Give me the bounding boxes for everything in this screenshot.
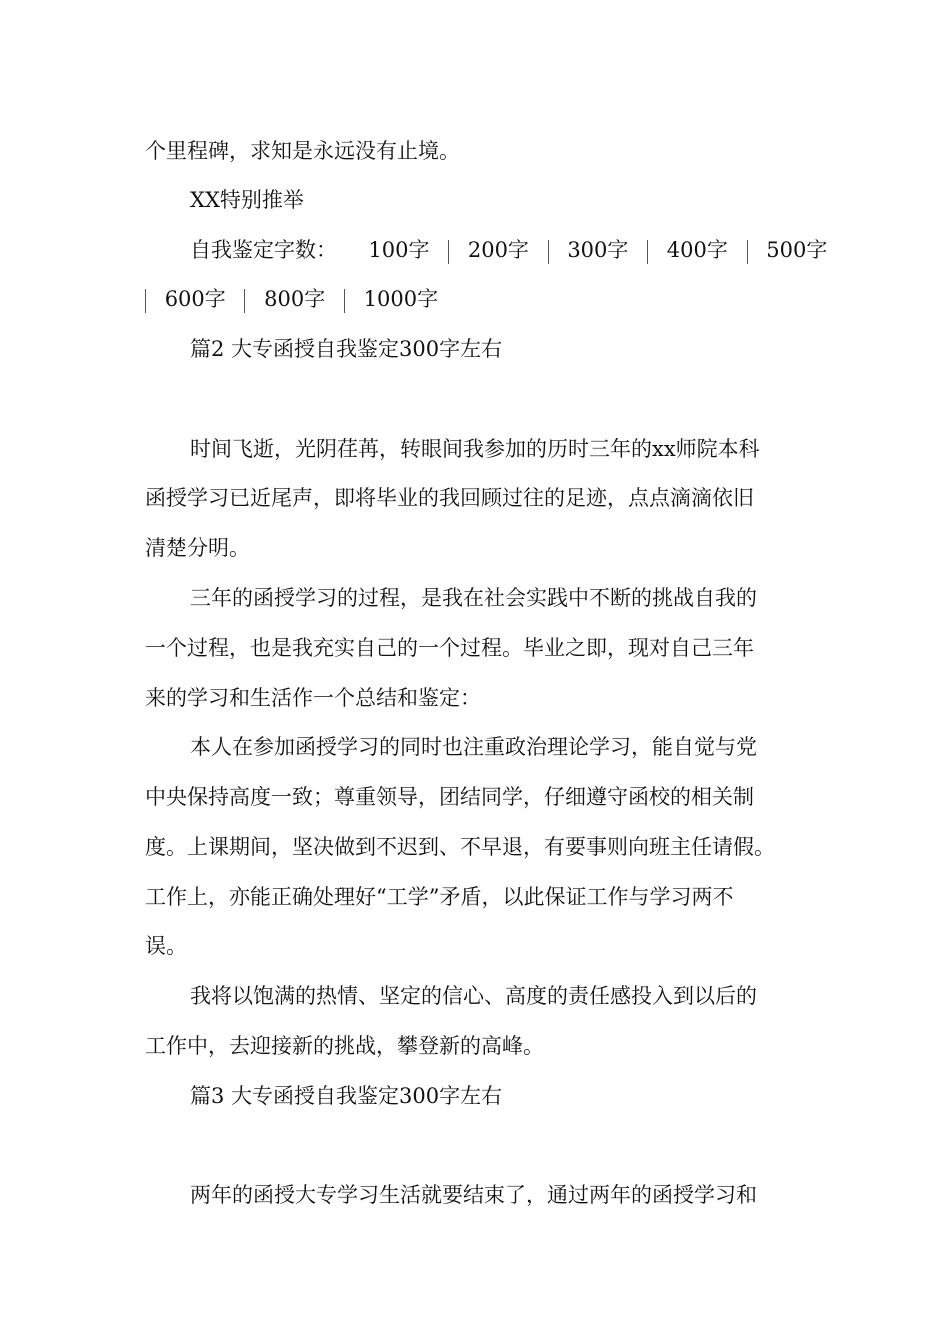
paragraph-line: 中央保持高度一致；尊重领导，团结同学，仔细遵守函校的相关制 — [145, 785, 754, 809]
separator — [548, 240, 549, 264]
paragraph-line: 来的学习和生活作一个总结和鉴定： — [145, 686, 481, 710]
word-count-link-800[interactable]: 800字 — [264, 287, 326, 311]
paragraph-line: 工作上，亦能正确处理好“工学”矛盾，以此保证工作与学习两不 — [145, 885, 734, 909]
paragraph-line: 一个过程，也是我充实自己的一个过程。毕业之即，现对自己三年 — [145, 636, 754, 660]
word-count-row-2 — [145, 284, 815, 314]
section-heading-3: 篇3 大专函授自我鉴定300字左右 — [190, 1084, 503, 1108]
paragraph-line: 误。 — [145, 934, 187, 958]
section-heading-2: 篇2 大专函授自我鉴定300字左右 — [190, 337, 503, 361]
separator — [145, 289, 146, 313]
separator — [344, 289, 345, 313]
paragraph-line: 函授学习已近尾声，即将毕业的我回顾过往的足迹，点点滴滴依旧 — [145, 486, 754, 510]
word-count-link-600[interactable]: 600字 — [164, 287, 226, 311]
paragraph-line: 时间飞逝，光阴荏苒，转眼间我参加的历时三年的xx师院本科 — [190, 437, 760, 461]
word-count-link-500[interactable]: 500字 — [766, 238, 828, 262]
recommend-heading: XX特别推举 — [190, 188, 304, 212]
word-count-row-1 — [190, 235, 828, 265]
paragraph-line: 两年的函授大专学习生活就要结束了，通过两年的函授学习和 — [190, 1183, 757, 1207]
word-count-link-100[interactable]: 100字 — [368, 238, 430, 262]
paragraph-line: 个里程碑，求知是永远没有止境。 — [145, 139, 460, 163]
separator — [747, 240, 748, 264]
word-count-link-400[interactable]: 400字 — [666, 238, 728, 262]
separator — [244, 289, 245, 313]
paragraph-line: 三年的函授学习的过程，是我在社会实践中不断的挑战自我的 — [190, 586, 757, 610]
word-count-link-1000[interactable]: 1000字 — [363, 287, 439, 311]
paragraph-line: 清楚分明。 — [145, 536, 250, 560]
paragraph-line: 度。上课期间，坚决做到不迟到、不早退，有要事则向班主任请假。 — [145, 835, 775, 859]
paragraph-line: 工作中，去迎接新的挑战，攀登新的高峰。 — [145, 1034, 544, 1058]
separator — [448, 240, 449, 264]
paragraph-line: 本人在参加函授学习的同时也注重政治理论学习，能自觉与党 — [190, 735, 757, 759]
word-count-link-200[interactable]: 200字 — [467, 238, 529, 262]
paragraph-line: 我将以饱满的热情、坚定的信心、高度的责任感投入到以后的 — [190, 984, 757, 1008]
word-count-label: 自我鉴定字数： — [190, 238, 337, 262]
word-count-link-300[interactable]: 300字 — [567, 238, 629, 262]
separator — [647, 240, 648, 264]
